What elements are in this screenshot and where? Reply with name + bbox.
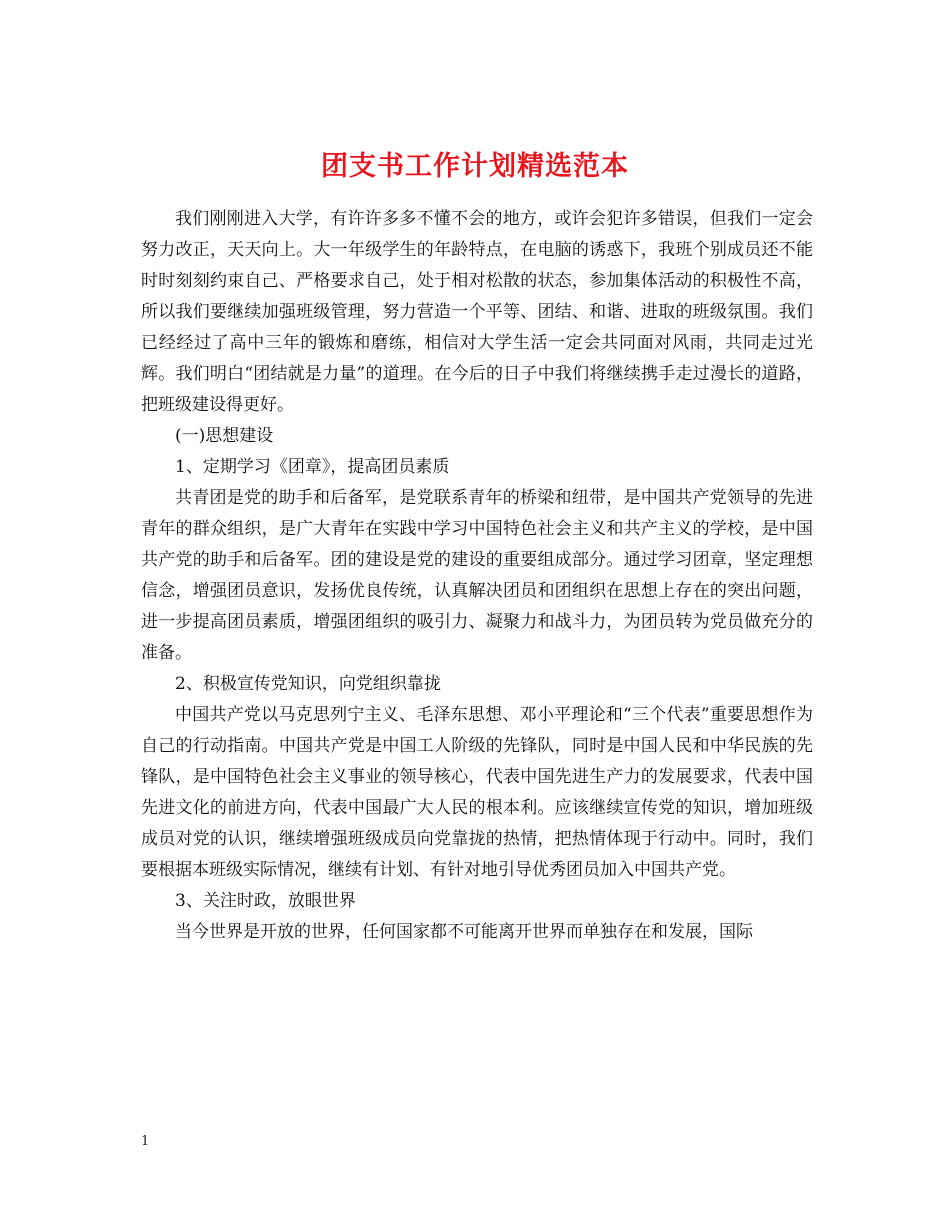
paragraph-league-description: 共青团是党的助手和后备军，是党联系青年的桥梁和纽带，是中国共产党领导的先进青年的群众组织，是广大青年在实践中学习中国特色社会主义和共产主义的学校，是中国共产党的助手和后备军。团的建设是党的建设的重要组成部分。通过学习团章，坚定理想信念，增强团员意识，发扬优良传统，认真解决团员和团组织在思想上存在的突出问题，进一步提高团员素质，增强团组织的吸引力、凝聚力和战斗力，为团员转为党员做充分的准备。 — [141, 488, 813, 663]
subheading-current-affairs: 3、关注时政，放眼世界 — [175, 891, 356, 911]
document-body — [141, 204, 813, 948]
paragraph-party-description: 中国共产党以马克思列宁主义、毛泽东思想、邓小平理论和“三个代表”重要思想作为自己的行动指南。中国共产党是中国工人阶级的先锋队，同时是中国人民和中华民族的先锋队，是中国特色社会主义事业的领导核心，代表中国先进生产力的发展要求，代表中国先进文化的前进方向，代表中国最广大人民的根本利。应该继续宣传党的知识，增加班级成员对党的认识，继续增强班级成员向党靠拢的热情，把热情体现于行动中。同时，我们要根据本班级实际情况，继续有计划、有针对地引导优秀团员加入中国共产党。 — [141, 705, 813, 880]
document-title: 团支书工作计划精选范本 — [321, 151, 629, 183]
paragraph-intro: 我们刚刚进入大学，有许许多多不懂不会的地方，或许会犯许多错误，但我们一定会努力改正，天天向上。大一年级学生的年龄特点，在电脑的诱惑下，我班个别成员还不能时时刻刻约束自己、严格要求自己，处于相对松散的状态，参加集体活动的积极性不高，所以我们要继续加强班级管理，努力营造一个平等、团结、和谐、进取的班级氛围。我们已经经过了高中三年的锻炼和磨练，相信对大学生活一定会共同面对风雨，共同走过光辉。我们明白“团结就是力量”的道理。在今后的日子中我们将继续携手走过漫长的道路，把班级建设得更好。 — [141, 209, 813, 415]
subheading-promote-party: 2、积极宣传党知识，向党组织靠拢 — [175, 674, 441, 694]
paragraph-world-open: 当今世界是开放的世界，任何国家都不可能离开世界而单独存在和发展，国际 — [175, 922, 753, 942]
subheading-study-charter: 1、定期学习《团章》，提高团员素质 — [175, 457, 450, 477]
page-number: 1 — [141, 1134, 150, 1149]
section-heading-ideology: (一)思想建设 — [175, 426, 274, 446]
